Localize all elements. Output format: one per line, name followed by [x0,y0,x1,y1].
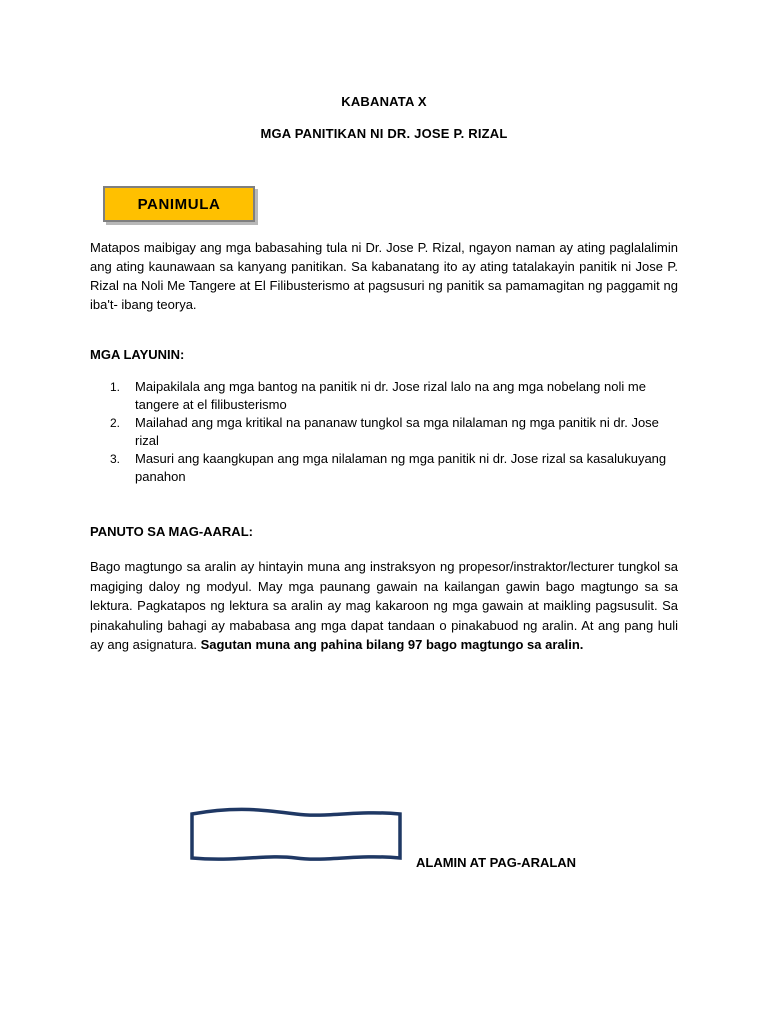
chapter-title: MGA PANITIKAN NI DR. JOSE P. RIZAL [260,126,508,141]
instructions-text: Bago magtungo sa aralin ay hintayin muna ang instraksyon ng propesor/instraktor/lecturer tungkol sa magiging daloy ng modyul. May mga paunang gawain na kailangan gawin bago magtungo sa sa lektura. Pagkatapos ng lektura sa aralin ay mag kakaroon ng mga gawain at maikling pagsusulit. Sa pinakahuling bahagi ay mababasa ang mga dapat tandaan o pinakabuod ng aralin. At ang pang huli ay ang asignatura. [90,559,678,652]
objectives-list [110,378,670,486]
objective-item [110,414,670,450]
objective-number: 2. [110,416,121,430]
objective-number: 3. [110,452,121,466]
objective-text: Masuri ang kaangkupan ang mga nilalaman ng mga panitik ni dr. Jose rizal sa kasalukuyang panahon [135,451,667,484]
intro-paragraph: Matapos maibigay ang mga babasahing tula ni Dr. Jose P. Rizal, ngayon naman ay ating paglalalimin ang ating kaunawaan sa kanyang panitikan. Sa kabanatang ito ay ating tatalakayin panitik ni Jose P. Rizal na Noli Me Tangere at El Filibusterismo at pagsusuri ng panitik sa pamamagitan ng paggamit ng iba't- ibang teorya. [90,240,678,312]
alamin-heading: ALAMIN AT PAG-ARALAN [416,855,577,870]
ribbon-banner-shape [186,806,406,866]
objective-text: Maipakilala ang mga bantog na panitik ni dr. Jose rizal lalo na ang mga nobelang noli me tangere at el filibusterismo [135,379,646,412]
chapter-number: KABANATA X [341,94,427,109]
instructions-paragraph [90,557,678,655]
objective-number: 1. [110,380,121,394]
objective-item [110,450,670,486]
instructions-heading: PANUTO SA MAG-AARAL: [90,524,253,539]
objective-item [110,378,670,414]
objectives-heading: MGA LAYUNIN: [90,347,185,362]
panimula-label-box [103,186,255,222]
instructions-bold-text: Sagutan muna ang pahina bilang 97 bago magtungo sa aralin. [200,637,584,652]
objective-text: Mailahad ang mga kritikal na pananaw tungkol sa mga nilalaman ng mga panitik ni dr. Jose rizal [135,415,659,448]
panimula-label: PANIMULA [137,195,221,213]
